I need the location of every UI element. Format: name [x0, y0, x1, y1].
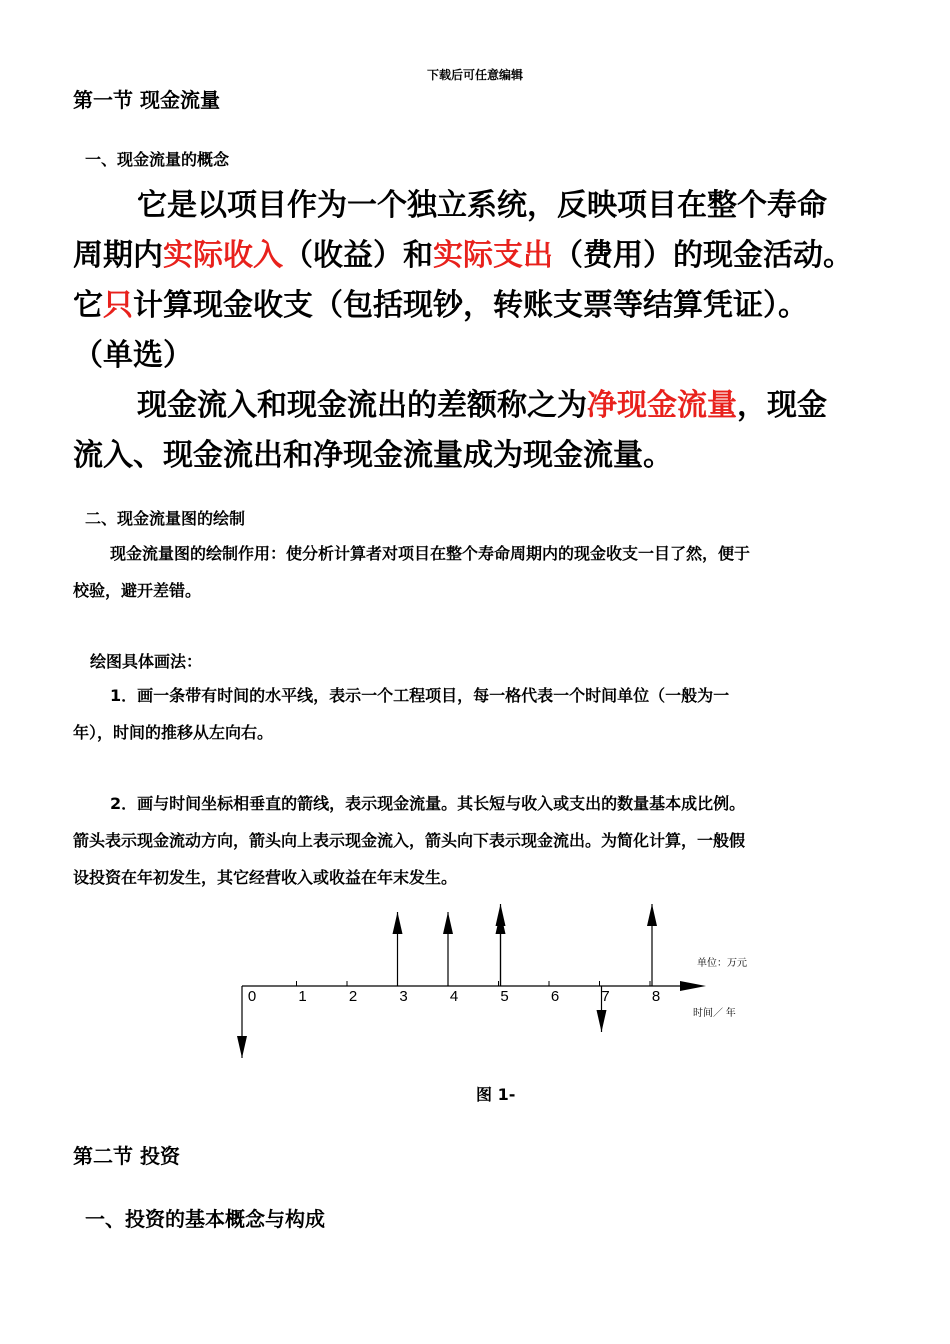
tick-label: 1: [298, 988, 307, 1005]
para1-line4: （单选）: [73, 338, 193, 373]
section1-sub2: 二、现金流量图的绘制: [85, 509, 246, 528]
time-axis-arrowhead: [680, 981, 706, 991]
section1-title: 第一节 现金流量: [73, 88, 220, 112]
para2-line1: 现金流入和现金流出的差额称之为净现金流量，现金: [137, 388, 827, 423]
para1-line3: 它只计算现金收支（包括现钞，转账支票等结算凭证）。: [73, 288, 808, 323]
highlight-actual-expense: 实际支出: [433, 238, 553, 273]
figure-caption: 图 1-: [476, 1085, 516, 1104]
method-title: 绘图具体画法：: [90, 652, 203, 671]
cash-flow-arrows: [237, 904, 657, 1058]
outflow-arrow-year-7-head: [597, 1010, 607, 1032]
para1-line2: 周期内实际收入（收益）和实际支出（费用）的现金活动。: [73, 238, 853, 273]
section2-sub1: 一、投资的基本概念与构成: [85, 1207, 325, 1231]
inflow-arrow-year-3-head: [393, 912, 403, 934]
step2-line2: 箭头表示现金流动方向，箭头向上表示现金流入，箭头向下表示现金流出。为简化计算，一般假: [73, 831, 746, 850]
section2-title: 第二节 投资: [73, 1144, 180, 1168]
inflow-arrow-year-8-head: [647, 904, 657, 926]
tick-label: 7: [601, 988, 610, 1005]
tick-label: 8: [651, 988, 661, 1005]
step2-line1: 2．画与时间坐标相垂直的箭线，表示现金流量。其长短与收入或支出的数量基本成比例。: [110, 794, 746, 813]
purpose-line2: 校验，避开差错。: [73, 581, 202, 600]
tick-label: 6: [550, 988, 560, 1005]
step1-line2: 年），时间的推移从左向右。: [73, 723, 274, 742]
tick-label: 5: [500, 988, 509, 1005]
highlight-net-cash-flow: 净现金流量: [587, 388, 737, 423]
para1-line1: 它是以项目作为一个独立系统，反映项目在整个寿命: [137, 188, 827, 223]
step1-line1: 1．画一条带有时间的水平线，表示一个工程项目，每一格代表一个时间单位（一般为一: [110, 686, 730, 705]
purpose-line1: 现金流量图的绘制作用：使分析计算者对项目在整个寿命周期内的现金收支一目了然，便于: [110, 544, 751, 563]
outflow-arrow-year-0-head: [237, 1036, 247, 1058]
page-header: 下载后可任意编辑: [426, 68, 523, 82]
tick-label: 2: [348, 988, 358, 1005]
tick-marks: [248, 981, 660, 1005]
tick-label: 4: [449, 988, 459, 1005]
time-label: 时间／ 年: [693, 1008, 736, 1019]
highlight-only: 只: [103, 288, 133, 323]
tick-label: 0: [247, 988, 257, 1005]
unit-label: 单位：万元: [697, 958, 747, 969]
inflow-arrow-year-4-head: [443, 912, 453, 934]
para2-line2: 流入、现金流出和净现金流量成为现金流量。: [73, 438, 673, 473]
highlight-actual-income: 实际收入: [163, 238, 283, 273]
section1-sub1: 一、现金流量的概念: [85, 150, 230, 169]
inflow-arrow-year-5-head: [496, 904, 506, 926]
tick-label: 3: [399, 988, 408, 1005]
step2-line3: 设投资在年初发生，其它经营收入或收益在年末发生。: [73, 868, 458, 887]
